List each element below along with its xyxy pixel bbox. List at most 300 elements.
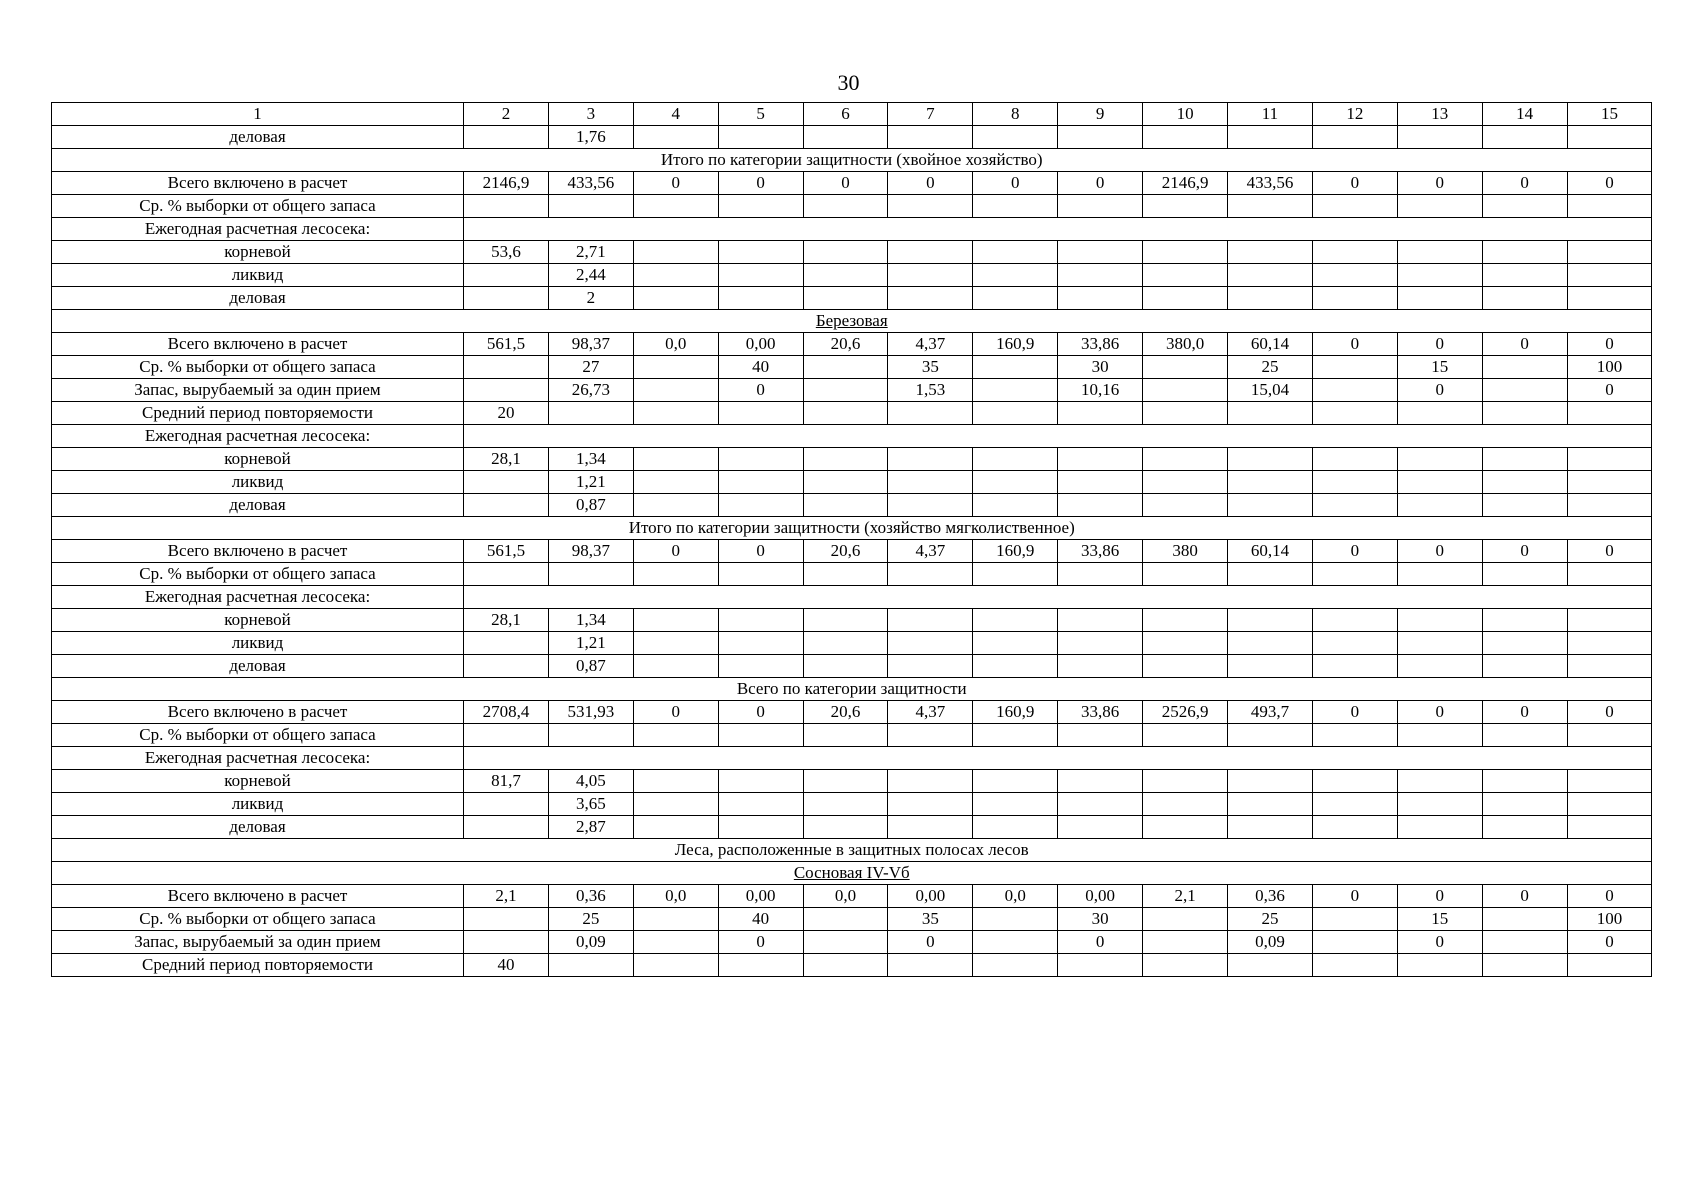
table-cell (464, 126, 549, 149)
table-cell (803, 241, 888, 264)
table-cell (633, 770, 718, 793)
table-cell: 0 (633, 701, 718, 724)
table-cell (1567, 471, 1652, 494)
table-row (52, 448, 1652, 471)
table-cell (1058, 816, 1143, 839)
column-header-13: 13 (1397, 103, 1482, 126)
table-cell (633, 241, 718, 264)
table-cell (1143, 471, 1228, 494)
table-cell: 2,44 (548, 264, 633, 287)
table-cell (1058, 954, 1143, 977)
table-cell (1482, 471, 1567, 494)
table-cell: 40 (718, 908, 803, 931)
table-cell (464, 908, 549, 931)
table-cell (1312, 609, 1397, 632)
table-cell: 27 (548, 356, 633, 379)
table-cell (1567, 816, 1652, 839)
table-cell (1567, 793, 1652, 816)
table-cell (718, 563, 803, 586)
table-cell (1397, 770, 1482, 793)
table-cell (888, 402, 973, 425)
table-cell: 0 (1312, 701, 1397, 724)
table-cell (1228, 241, 1313, 264)
section-heading-text: Итого по категории защитности (хозяйство мягколиственное) (628, 518, 1075, 537)
column-header-4: 4 (633, 103, 718, 126)
table-row (52, 425, 1652, 448)
table-row (52, 172, 1652, 195)
table-cell: 35 (888, 908, 973, 931)
row-label: Всего включено в расчет (52, 172, 464, 195)
table-cell: 0 (718, 540, 803, 563)
table-cell: 2146,9 (464, 172, 549, 195)
table-cell (1482, 448, 1567, 471)
table-cell: 0 (1397, 701, 1482, 724)
row-label: деловая (52, 287, 464, 310)
table-cell (1482, 908, 1567, 931)
table-cell: 20,6 (803, 333, 888, 356)
table-cell (718, 816, 803, 839)
table-cell (1567, 264, 1652, 287)
table-cell (1312, 724, 1397, 747)
column-header-6: 6 (803, 103, 888, 126)
table-cell (1397, 195, 1482, 218)
table-cell: 0 (633, 172, 718, 195)
table-cell (1567, 448, 1652, 471)
table-cell (1567, 724, 1652, 747)
table-cell (1228, 816, 1313, 839)
table-row (52, 655, 1652, 678)
table-cell (973, 195, 1058, 218)
table-cell: 433,56 (1228, 172, 1313, 195)
table-cell (718, 402, 803, 425)
table-cell (1397, 563, 1482, 586)
table-cell (1058, 770, 1143, 793)
table-cell (1228, 471, 1313, 494)
table-cell (1228, 770, 1313, 793)
table-cell (633, 816, 718, 839)
table-cell: 0 (803, 172, 888, 195)
table-cell (973, 471, 1058, 494)
row-label: ликвид (52, 632, 464, 655)
table-cell: 15 (1397, 908, 1482, 931)
table-cell (803, 770, 888, 793)
table-cell (973, 793, 1058, 816)
table-cell: 433,56 (548, 172, 633, 195)
column-header-11: 11 (1228, 103, 1313, 126)
table-cell: 0,00 (1058, 885, 1143, 908)
table-cell: 0 (1397, 540, 1482, 563)
table-cell (633, 609, 718, 632)
table-cell (1143, 494, 1228, 517)
section-heading-text: Сосновая IV-Vб (793, 863, 910, 882)
table-cell (1058, 724, 1143, 747)
table-cell: 25 (548, 908, 633, 931)
table-cell: 0 (1397, 931, 1482, 954)
table-cell (718, 471, 803, 494)
table-cell (1228, 402, 1313, 425)
table-cell (1058, 793, 1143, 816)
page-number: 30 (837, 70, 860, 95)
table-cell: 0 (1482, 701, 1567, 724)
table-cell: 561,5 (464, 540, 549, 563)
table-row (52, 747, 1652, 770)
table-cell: 0 (888, 931, 973, 954)
table-cell (633, 563, 718, 586)
table-cell: 33,86 (1058, 540, 1143, 563)
table-cell (1567, 494, 1652, 517)
table-cell (1312, 402, 1397, 425)
table-cell (1058, 655, 1143, 678)
table-cell (1397, 126, 1482, 149)
table-cell (803, 931, 888, 954)
table-cell: 25 (1228, 908, 1313, 931)
table-cell (888, 816, 973, 839)
table-cell: 2 (548, 287, 633, 310)
table-cell (803, 448, 888, 471)
table-row (52, 954, 1652, 977)
table-cell (1143, 241, 1228, 264)
table-cell: 35 (888, 356, 973, 379)
table-cell (464, 655, 549, 678)
table-cell (1312, 632, 1397, 655)
table-cell: 0 (973, 172, 1058, 195)
table-cell (1482, 563, 1567, 586)
table-cell: 3,65 (548, 793, 633, 816)
table-cell (1058, 494, 1143, 517)
table-cell: 0 (1567, 172, 1652, 195)
forest-calculation-table (51, 102, 1652, 977)
section-heading (52, 678, 1652, 701)
table-cell (1397, 494, 1482, 517)
table-row (52, 632, 1652, 655)
row-label: Ежегодная расчетная лесосека: (52, 747, 464, 770)
column-header-10: 10 (1143, 103, 1228, 126)
table-cell (1143, 632, 1228, 655)
table-cell (973, 264, 1058, 287)
table-cell (1312, 448, 1397, 471)
table-cell (888, 241, 973, 264)
table-cell (464, 356, 549, 379)
table-cell: 81,7 (464, 770, 549, 793)
table-cell: 0 (718, 172, 803, 195)
table-cell (888, 770, 973, 793)
table-cell (464, 195, 549, 218)
table-cell (1312, 563, 1397, 586)
table-cell (1143, 931, 1228, 954)
table-cell (1397, 655, 1482, 678)
table-cell (803, 793, 888, 816)
table-cell: 0 (1567, 333, 1652, 356)
row-label: Всего включено в расчет (52, 540, 464, 563)
table-cell: 40 (718, 356, 803, 379)
table-cell (1228, 563, 1313, 586)
table-cell: 0,0 (633, 333, 718, 356)
table-cell (888, 724, 973, 747)
column-header-7: 7 (888, 103, 973, 126)
table-cell: 1,34 (548, 448, 633, 471)
table-cell (1567, 632, 1652, 655)
table-header-row (52, 103, 1652, 126)
table-cell (718, 655, 803, 678)
table-cell (1397, 471, 1482, 494)
table-row (52, 333, 1652, 356)
table-cell (1143, 448, 1228, 471)
table-cell (1058, 632, 1143, 655)
table-cell: 0 (1567, 701, 1652, 724)
table-cell (1482, 954, 1567, 977)
table-cell (1312, 770, 1397, 793)
table-cell (718, 241, 803, 264)
table-cell (803, 724, 888, 747)
table-cell (973, 632, 1058, 655)
table-cell (803, 287, 888, 310)
table-cell (803, 494, 888, 517)
table-cell: 0,00 (888, 885, 973, 908)
table-cell (803, 379, 888, 402)
table-cell (1397, 954, 1482, 977)
table-cell (718, 609, 803, 632)
table-row (52, 586, 1652, 609)
table-cell: 0 (1397, 172, 1482, 195)
column-header-15: 15 (1567, 103, 1652, 126)
table-cell: 0 (1312, 540, 1397, 563)
table-cell (1228, 793, 1313, 816)
table-cell (973, 931, 1058, 954)
table-cell (803, 563, 888, 586)
table-cell (803, 402, 888, 425)
table-cell: 493,7 (1228, 701, 1313, 724)
table-cell: 100 (1567, 356, 1652, 379)
column-header-12: 12 (1312, 103, 1397, 126)
table-row (52, 885, 1652, 908)
table-cell (888, 195, 973, 218)
table-cell (464, 494, 549, 517)
table-row (52, 563, 1652, 586)
table-cell (1397, 402, 1482, 425)
table-cell (718, 632, 803, 655)
table-cell (1397, 816, 1482, 839)
table-cell (1058, 402, 1143, 425)
table-cell (1228, 494, 1313, 517)
table-row (52, 126, 1652, 149)
table-cell (803, 356, 888, 379)
table-cell (718, 724, 803, 747)
table-cell: 0,87 (548, 494, 633, 517)
table-cell (973, 402, 1058, 425)
table-cell (1143, 770, 1228, 793)
row-label: Ср. % выборки от общего запаса (52, 195, 464, 218)
table-cell (1567, 402, 1652, 425)
table-cell (803, 816, 888, 839)
table-cell: 0 (1058, 172, 1143, 195)
table-cell: 1,34 (548, 609, 633, 632)
table-cell (633, 908, 718, 931)
table-cell (548, 563, 633, 586)
table-cell (1567, 655, 1652, 678)
table-row (52, 494, 1652, 517)
table-cell (1482, 287, 1567, 310)
section-heading (52, 839, 1652, 862)
table-cell: 0,0 (973, 885, 1058, 908)
section-heading (52, 149, 1652, 172)
table-cell (718, 448, 803, 471)
table-cell: 40 (464, 954, 549, 977)
table-row (52, 379, 1652, 402)
table-cell (718, 494, 803, 517)
table-cell: 0 (1482, 885, 1567, 908)
table-cell (1482, 379, 1567, 402)
table-cell (888, 494, 973, 517)
table-cell (888, 793, 973, 816)
row-label: Всего включено в расчет (52, 333, 464, 356)
table-cell (1312, 379, 1397, 402)
row-label: корневой (52, 770, 464, 793)
table-row (52, 931, 1652, 954)
table-cell (1482, 793, 1567, 816)
table-cell (464, 632, 549, 655)
table-cell (633, 655, 718, 678)
table-cell (1567, 563, 1652, 586)
section-heading (52, 862, 1652, 885)
table-cell (1143, 609, 1228, 632)
row-label: Ежегодная расчетная лесосека: (52, 586, 464, 609)
table-cell (633, 494, 718, 517)
table-cell (1228, 287, 1313, 310)
table-cell (973, 448, 1058, 471)
table-cell (1143, 126, 1228, 149)
table-cell (1058, 609, 1143, 632)
table-cell (888, 609, 973, 632)
table-cell: 4,05 (548, 770, 633, 793)
table-row (52, 517, 1652, 540)
table-cell (973, 908, 1058, 931)
table-cell: 160,9 (973, 701, 1058, 724)
row-label: Ср. % выборки от общего запаса (52, 908, 464, 931)
row-label: деловая (52, 816, 464, 839)
table-cell (1312, 494, 1397, 517)
table-cell: 0 (1397, 379, 1482, 402)
column-header-2: 2 (464, 103, 549, 126)
table-cell (888, 471, 973, 494)
table-row (52, 816, 1652, 839)
table-cell (633, 448, 718, 471)
table-row (52, 149, 1652, 172)
empty-span-cell (464, 747, 1652, 770)
table-body (52, 126, 1652, 977)
table-cell (464, 264, 549, 287)
table-cell: 0,36 (1228, 885, 1313, 908)
table-cell (464, 379, 549, 402)
table-cell: 0 (718, 701, 803, 724)
table-cell (1482, 609, 1567, 632)
table-cell: 0,00 (718, 885, 803, 908)
table-cell (1482, 770, 1567, 793)
table-cell: 0,09 (548, 931, 633, 954)
table-cell (1058, 287, 1143, 310)
table-cell: 4,37 (888, 540, 973, 563)
table-cell (548, 402, 633, 425)
table-cell (1228, 195, 1313, 218)
table-cell (1312, 908, 1397, 931)
table-cell (973, 379, 1058, 402)
table-cell: 26,73 (548, 379, 633, 402)
table-cell (1567, 609, 1652, 632)
table-cell: 98,37 (548, 540, 633, 563)
empty-span-cell (464, 425, 1652, 448)
table-cell: 0 (1397, 333, 1482, 356)
table-cell: 0 (718, 931, 803, 954)
table-cell (718, 126, 803, 149)
table-cell (1058, 563, 1143, 586)
table-cell (1397, 241, 1482, 264)
table-cell (1143, 402, 1228, 425)
row-label: Всего включено в расчет (52, 885, 464, 908)
table-cell: 4,37 (888, 333, 973, 356)
table-cell: 0 (1567, 540, 1652, 563)
table-cell (973, 494, 1058, 517)
table-row (52, 264, 1652, 287)
table-cell: 30 (1058, 908, 1143, 931)
table-cell: 160,9 (973, 333, 1058, 356)
table-cell (888, 563, 973, 586)
table-cell (1567, 241, 1652, 264)
row-label: Ежегодная расчетная лесосека: (52, 218, 464, 241)
column-header-3: 3 (548, 103, 633, 126)
table-cell (633, 724, 718, 747)
table-cell (1143, 264, 1228, 287)
table-cell: 2146,9 (1143, 172, 1228, 195)
table-cell (548, 954, 633, 977)
table-cell (1312, 195, 1397, 218)
row-label: корневой (52, 448, 464, 471)
table-cell: 15 (1397, 356, 1482, 379)
table-cell (973, 241, 1058, 264)
table-cell (803, 908, 888, 931)
table-cell (888, 287, 973, 310)
table-cell (1482, 931, 1567, 954)
table-cell (803, 264, 888, 287)
table-cell (803, 126, 888, 149)
table-cell (1058, 126, 1143, 149)
table-cell: 0,00 (718, 333, 803, 356)
table-cell (1482, 126, 1567, 149)
table-cell (1482, 241, 1567, 264)
table-cell (1143, 655, 1228, 678)
table-cell (1143, 954, 1228, 977)
empty-span-cell (464, 218, 1652, 241)
table-cell: 0 (718, 379, 803, 402)
section-heading (52, 310, 1652, 333)
section-heading (52, 517, 1652, 540)
table-cell: 0,0 (633, 885, 718, 908)
table-cell (803, 609, 888, 632)
table-cell: 0 (1567, 931, 1652, 954)
table-cell: 160,9 (973, 540, 1058, 563)
table-cell: 0 (1567, 379, 1652, 402)
table-cell (1312, 655, 1397, 678)
table-cell: 0 (1567, 885, 1652, 908)
table-row (52, 678, 1652, 701)
table-row (52, 471, 1652, 494)
table-cell (888, 655, 973, 678)
table-cell (1143, 793, 1228, 816)
table-cell (633, 632, 718, 655)
table-cell: 0 (888, 172, 973, 195)
table-row (52, 310, 1652, 333)
table-cell (1312, 954, 1397, 977)
table-cell: 2,1 (464, 885, 549, 908)
column-header-14: 14 (1482, 103, 1567, 126)
